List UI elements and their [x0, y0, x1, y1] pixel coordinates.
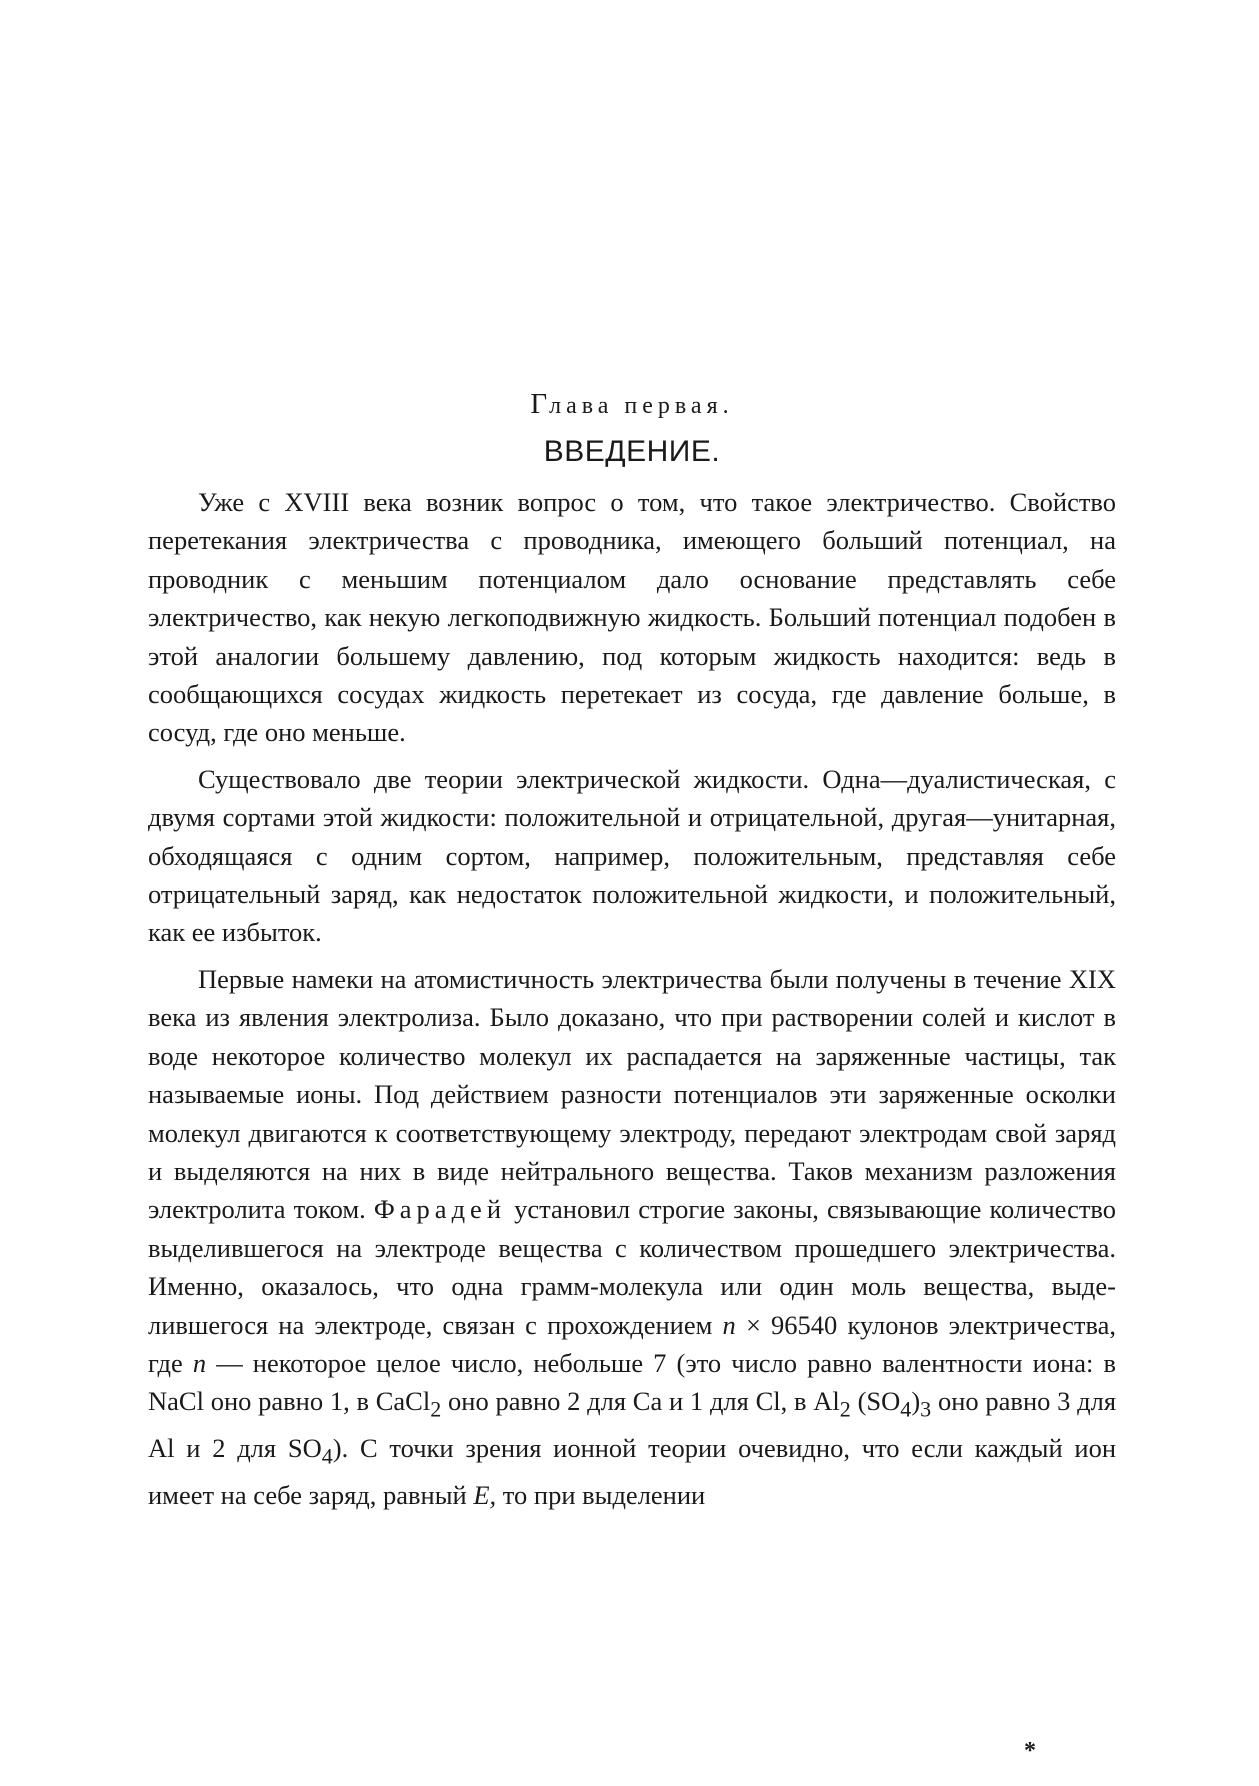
page-body — [148, 388, 1116, 1522]
p3-text-7: ) — [911, 1386, 921, 1417]
p3-text-2: установил строгие законы, связывающие количество выделившегося на электроде вещества с количеством прошедшего электричества. Именно, оказалось, что одна грамм-молекула или один моль вещества, выделившегося на электроде, связан с прохождением — [148, 1194, 1117, 1340]
p3-text-5: оно равно 2 для Ca и 1 для Cl, в Al — [448, 1386, 840, 1417]
var-e: E, — [473, 1479, 497, 1510]
subscript-2b: 2 — [839, 1396, 851, 1422]
p3-text-1: Первые намеки на атомистичность электричества были получены в течение XIX века из явления электролиза. Было доказано, что при растворении солей и кислот в воде некоторое количество молекул их распадается на заряженные частицы, так называемые ионы. Под действием разности потенциалов эти заряженные осколки молекул двигаются к соответствующему электроду, передают электродам свой заряд и выделяются на них в виде нейтрального вещества. Таков механизм разложения электролита током. — [148, 963, 1116, 1225]
paragraph-1: Уже с XVIII века возник вопрос о том, что такое электричество. Свойство перетекания электричества с проводника, имеющего больший потенциал, на проводник с меньшим потенциалом дало основание представлять себе электричество, как некую легкоподвижную жидкость. Больший потенциал подобен в этой аналогии большему давлению, под которым жидкость находится: ведь в сообщающихся сосудах жидкость перетекает из сосуда, где давление больше, в сосуд, где оно меньше. — [148, 487, 1116, 748]
p3-text-6: (SO — [857, 1386, 901, 1417]
chapter-label-rest: лава первая. — [549, 393, 734, 419]
p3-text-10: то при выделении — [502, 1479, 706, 1510]
paragraph-2: Существовало две теории электрической жидкости. Одна—дуалистическая, с двумя сортами этой жидкости: положительной и отрицательной, другая—унитарная, обходящаяся с одним сортом, например, положительным, представляя себе отрицательный заряд, как недостаток положительной жидкости, и положительный, как ее избыток. — [148, 763, 1116, 948]
footnote-mark: * — [1024, 1738, 1036, 1764]
paragraph-3 — [148, 960, 1116, 1514]
subscript-2a: 2 — [430, 1396, 442, 1422]
p3-text-8: оно равно 3 для Al и 2 для SO — [148, 1386, 1117, 1464]
subscript-3: 3 — [920, 1396, 932, 1422]
subscript-4a: 4 — [900, 1396, 912, 1422]
chapter-label — [148, 388, 1116, 421]
var-n-2: n — [192, 1347, 207, 1378]
subscript-4b: 4 — [321, 1443, 333, 1469]
p3-text-4: — некоторое целое число, небольше 7 (это число равно валентности иона: в NaCl оно равно 1, в CaCl — [148, 1347, 1117, 1417]
var-n: n — [722, 1309, 736, 1340]
chapter-title: ВВЕДЕНИЕ. — [543, 435, 721, 468]
faraday-name: Фарадей — [373, 1194, 506, 1225]
p3-text-3: × 96540 кулонов электричества, где — [148, 1309, 1117, 1378]
chapter-label-initial: Г — [530, 388, 550, 420]
p3-text-9: ). С точки зрения ионной теории очевидно, что если каждый ион имеет на себе заряд, равный — [148, 1433, 1117, 1510]
